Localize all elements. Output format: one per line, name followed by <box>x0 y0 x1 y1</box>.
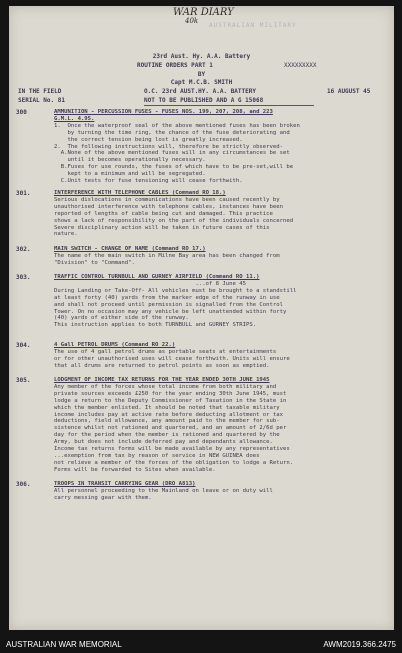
section-301 <box>54 190 384 238</box>
section-line: 2. The following instructions will, therefore be strictly observed- <box>54 143 284 150</box>
accession-number: AWM2019.366.2475 <box>323 640 396 649</box>
handwritten-war-diary: WAR DIARY <box>173 7 234 18</box>
section-number: 300 <box>16 109 27 116</box>
section-line: Any member of the forces whose total income from both military and <box>54 383 277 390</box>
section-line: A.None of the above mentioned fuses will in any circumstances be set <box>54 150 290 157</box>
section-line: C.Unit tests for fuse tensioning will cease forthwith. <box>54 178 243 185</box>
section-reference: (Command RO 18.) <box>171 190 226 196</box>
section-line: private sources exceeds £250 for the year ending 30th June 1945, must <box>54 390 287 397</box>
section-line: Severe disciplinary action will be taken in future cases of this <box>54 224 270 231</box>
section-line: at least forty (40) yards from the marker edge of the runway in use <box>54 294 280 301</box>
section-heading: INTERFERENCE WITH TELEPHONE CABLES <box>54 190 169 196</box>
strike-marks: XXXXXXXXX <box>284 62 317 69</box>
section-reference: (Command RO 11.) <box>205 274 260 280</box>
section-line: Army, but does not include deferred pay and dependants allowance. <box>54 439 273 446</box>
section-line: Serious dislocations in communications have been caused recently by <box>54 196 280 203</box>
section-line: income includes pay at active rate before deducting allotment or tax <box>54 411 284 418</box>
section-heading: LODGMENT OF INCOME TAX RETURNS FOR THE YEAR ENDED 30TH JUNE 1945 <box>54 377 270 383</box>
section-line: ...of 8 June 45 <box>54 280 246 287</box>
section-reference: (DRO A813) <box>161 481 196 487</box>
section-line: Tower. On no occasion may any vehicle be left unattended within forty <box>54 308 287 315</box>
section-line: until it becomes operationally necessary. <box>54 157 206 164</box>
section-line: The use of 4 gall petrol drums as portable seats at entertainments <box>54 348 277 355</box>
section-line: the correct tension being lost is greatly increased. <box>54 136 243 143</box>
section-line: Forms will be forwarded to Sites when available. <box>54 466 216 473</box>
section-line: lodge a return to the Deputy Commissioner of Taxation in the State in <box>54 397 287 404</box>
section-line: 1. Once the waterproof seal of the above mentioned fuses has been broken <box>54 122 300 129</box>
section-305 <box>54 377 384 474</box>
section-line: not relieve a member of the forces of the obligation to lodge a Return. <box>54 459 294 466</box>
section-300 <box>54 109 384 185</box>
section-number: 301. <box>16 190 31 197</box>
section-heading: AMMUNITION - PERCUSSION FUSES - FUSES NOS. 199, 207, 208, and 223 <box>54 109 273 115</box>
section-304 <box>54 342 384 370</box>
section-line: ...exemption from tax by reason of service in NEW GUINEA does <box>54 452 260 459</box>
section-line: that all drums are returned to petrol points as soon as emptied. <box>54 362 270 369</box>
date: 16 AUGUST 45 <box>327 88 371 95</box>
section-number: 302. <box>16 246 31 253</box>
section-number: 303. <box>16 274 31 281</box>
archive-name: AUSTRALIAN WAR MEMORIAL <box>6 640 122 649</box>
section-line: Income tax returns forms will be made available by any representatives <box>54 446 290 453</box>
section-reference: (Command RO 17.) <box>151 246 206 252</box>
section-reference: G.M.L. 4.95. <box>54 115 95 122</box>
section-303 <box>54 274 384 329</box>
section-line: "Division" to "Command". <box>54 259 135 266</box>
section-reference: (Command RO 22.) <box>121 342 176 348</box>
section-heading: 4 Gall PETROL DRUMS <box>54 342 118 348</box>
section-306 <box>54 481 384 502</box>
section-line: All personnel proceeding to the Mainland on leave or on duty will <box>54 487 273 494</box>
commander: O.C. 23rd AUST.HY. A.A. BATTERY <box>144 88 256 95</box>
section-line: B.Fuses for use rounds, the fuses of which have to be pre-set,will be <box>54 164 294 171</box>
section-line: shows a lack of responsibility on the part of the individuals concerned <box>54 217 294 224</box>
section-heading: TRAFFIC CONTROL TURNBULL AND GURNEY AIRFIELD <box>54 274 203 280</box>
section-line: unauthorised interference with telephone cables, instances have been <box>54 203 284 210</box>
document-page <box>9 6 394 630</box>
section-line: sistence whilst not rationed and quartered, and an amount of 2/6d per <box>54 425 287 432</box>
section-line: deductions, field allowance, any amount paid to the member for sub- <box>54 418 280 425</box>
section-line: day for the period when the member is rationed and quartered by the <box>54 432 280 439</box>
section-line: This instruction applies to both TURNBULL and GURNEY STRIPS. <box>54 322 257 329</box>
restriction-note: NOT TO BE PUBLISHED AND A G 15068 <box>144 97 264 104</box>
section-line: carry messing gear with them. <box>54 494 152 501</box>
by-label: BY <box>197 71 206 78</box>
header-underline <box>144 105 314 106</box>
section-line: nature. <box>54 231 78 238</box>
section-number: 304. <box>16 342 31 349</box>
section-number: 306. <box>16 481 31 488</box>
serial-number: SERIAL No. 81 <box>18 97 65 104</box>
bleed-through-text: AUSTRALIAN MILITARY <box>209 22 297 29</box>
section-302 <box>54 246 384 267</box>
section-heading: MAIN SWITCH - CHANGE OF NAME <box>54 246 149 252</box>
unit-name: 23rd Aust. Hy. A.A. Battery <box>152 53 251 60</box>
section-line: which the member enlisted. It should be noted that taxable military <box>54 404 280 411</box>
archive-footer <box>0 640 402 649</box>
section-line: The name of the main switch in Milne Bay area has been changed from <box>54 252 280 259</box>
section-line: (40) yards of either side of the runway. <box>54 315 189 322</box>
section-line: or for other unauthorised uses will cease forthwith. Units will ensure <box>54 355 290 362</box>
section-number: 305. <box>16 377 31 384</box>
place: IN THE FIELD <box>18 88 62 95</box>
section-line: and shall not proceed until permission is signalled from the Control <box>54 301 284 308</box>
officer-name: Capt M.C.B. SMITH <box>170 79 233 86</box>
section-line: During Landing or Take-Off- All vehicles must be brought to a standstill <box>54 287 297 294</box>
section-line: by turning the time ring, the chance of the fuse deteriorating and <box>54 129 290 136</box>
section-line: reported of lengths of cable being cut and damaged. This practice <box>54 210 273 217</box>
handwritten-number: 40k <box>185 17 199 25</box>
section-line: kept to a minimum and will be segregated. <box>54 171 206 178</box>
orders-title: ROUTINE ORDERS PART 1 <box>137 62 213 69</box>
section-heading: TROOPS IN TRANSIT CARRYING GEAR <box>54 481 159 487</box>
